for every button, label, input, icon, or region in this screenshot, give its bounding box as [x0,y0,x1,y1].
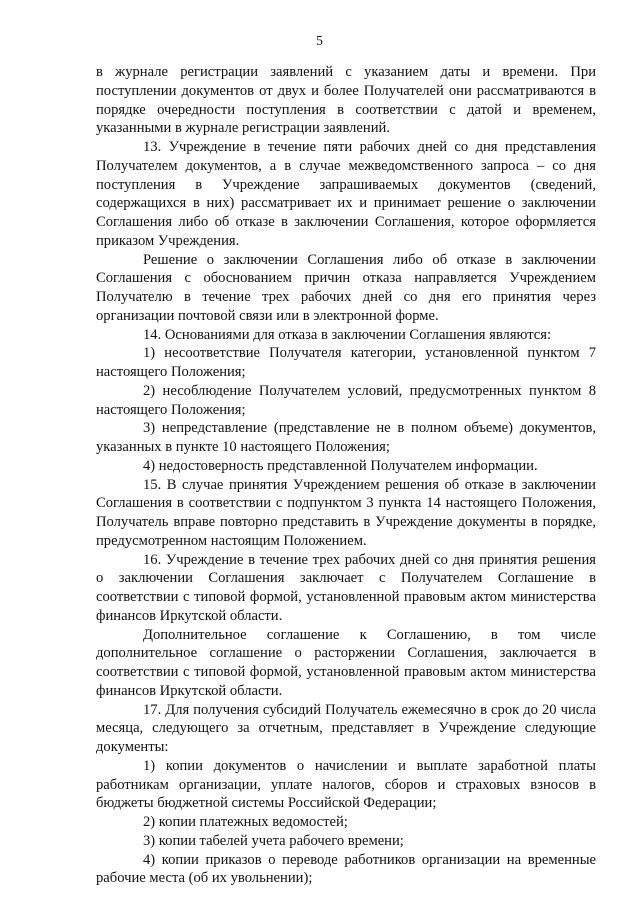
document-body [96,63,596,888]
paragraph-additional-agreement: Дополнительное соглашение к Соглашению, в том числе дополнительное соглашение о расторжении Соглашения, заключается в соответствии с типовой формой, установленной правовым актом министерства финансов Иркутской области. [96,626,596,699]
paragraph-item-13: 13. Учреждение в течение пяти рабочих дней со дня представления Получателем документов, а в случае межведомственного запроса – со дня поступления в Учреждение запрашиваемых документов (сведений, содержащихся в них) рассматривает их и принимает решение о заключении Соглашения либо об отказе в заключении Соглашения, которое оформляется приказом Учреждения. [96,139,596,249]
paragraph-item-14-4: 4) недостоверность представленной Получателем информации. [143,457,538,474]
paragraph-item-14-2: 2) несоблюдение Получателем условий, предусмотренных пунктом 8 настоящего Положения; [96,382,596,418]
paragraph-item-17-1: 1) копии документов о начислении и выплате заработной платы работникам организации, уплате налогов, сборов и страховых взносов в бюджеты бюджетной системы Российской Федерации; [96,757,596,812]
paragraph-item-17-3: 3) копии табелей учета рабочего времени; [143,832,404,849]
paragraph-item-15: 15. В случае принятия Учреждением решения об отказе в заключении Соглашения в соответствии с подпунктом 3 пункта 14 настоящего Положения, Получатель вправе повторно представить в Учреждение документы в порядке, предусмотренном настоящим Положением. [96,476,596,549]
paragraph-item-16: 16. Учреждение в течение трех рабочих дней со дня принятия решения о заключении Соглашения заключает с Получателем Соглашение в соответствии с типовой формой, установленной правовым актом министерства финансов Иркутской области. [96,551,596,624]
paragraph-item-14-3: 3) непредставление (представление не в полном объеме) документов, указанных в пункте 10 настоящего Положения; [96,420,596,455]
paragraph-decision-notice: Решение о заключении Соглашения либо об отказе в заключении Соглашения с обоснованием причин отказа направляется Учреждением Получателю в течение трех рабочих дней со дня его принятия через организации почтовой связи или в электронной форме. [96,251,596,324]
paragraph-item-17: 17. Для получения субсидий Получатель ежемесячно в срок до 20 числа месяца, следующего за отчетным, представляет в Учреждение следующие документы: [96,701,596,755]
paragraph-continuation: в журнале регистрации заявлений с указанием даты и времени. При поступлении документов от двух и более Получателей они рассматриваются в порядке очередности поступления в соответствии с датой и временем, указанными в журнале регистрации заявлений. [96,64,596,137]
paragraph-item-14-1: 1) несоответствие Получателя категории, установленной пунктом 7 настоящего Положения; [96,345,596,380]
paragraph-item-17-2: 2) копии платежных ведомостей; [143,814,348,830]
paragraph-item-14: 14. Основаниями для отказа в заключении Соглашения являются: [143,326,552,343]
page-number: 5 [316,33,323,48]
paragraph-item-17-4: 4) копии приказов о переводе работников организации на временные рабочие места (об их увольнении); [96,851,596,887]
